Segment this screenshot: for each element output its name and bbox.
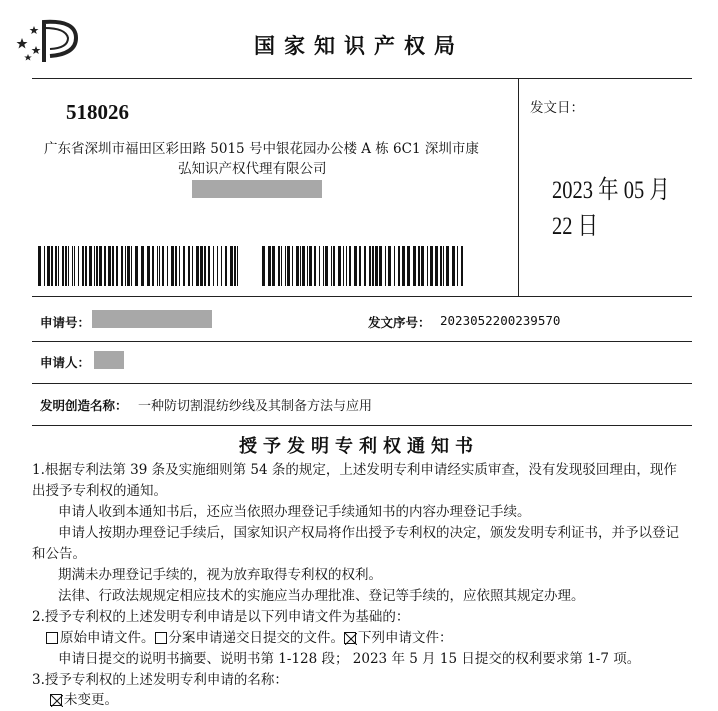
- postcode: 518026: [66, 100, 129, 124]
- section-2-heading: 2.授予专利权的上述发明专利申请是以下列申请文件为基础的：: [32, 609, 410, 625]
- redacted-applicant: [94, 351, 124, 369]
- dispatch-serial-value: 2023052200239570: [440, 313, 561, 328]
- divisional-docs-label: 分案申请递交日提交的文件。: [168, 630, 344, 646]
- rule-1: [32, 296, 692, 297]
- barcode-right: [262, 246, 464, 286]
- paragraph-3a: 申请人按期办理登记手续后，国家知识产权局将作出授予专利权的决定，颁发发明专利证书，并予以登记: [58, 525, 679, 541]
- redacted-recipient: [192, 180, 322, 198]
- address-line-2: 弘知识产权代理有限公司: [178, 161, 327, 177]
- rule-3: [32, 383, 692, 384]
- original-docs-checkbox: [46, 632, 58, 644]
- rule-4: [32, 425, 692, 426]
- address-line-1: 广东省深圳市福田区彩田路 5015 号中银花园办公楼 A 栋 6C1 深圳市康: [44, 141, 479, 157]
- redacted-application-no: [92, 310, 212, 328]
- section-3-heading: 3.授予专利权的上述发明专利申请的名称：: [32, 672, 288, 688]
- following-docs-checkbox: [344, 632, 356, 644]
- dispatch-date-label: 发文日：: [530, 100, 584, 116]
- barcode-left: [38, 246, 240, 286]
- following-docs-label: 下列申请文件：: [358, 630, 453, 646]
- applicant-label: 申请人：: [40, 355, 91, 370]
- paragraph-4: 期满未办理登记手续的，视为放弃取得专利权的权利。: [58, 567, 382, 583]
- rule-2: [32, 341, 692, 342]
- name-options: [50, 690, 118, 710]
- invention-name-label: 发明创造名称：: [40, 398, 128, 413]
- paragraph-5: 法律、行政法规规定相应技术的实施应当办理批准、登记等手续的，应依照其规定办理。: [58, 588, 585, 604]
- notice-title: 授予发明专利权通知书: [239, 436, 479, 457]
- document-options: [46, 628, 453, 648]
- office-name: 国家知识产权局: [254, 33, 464, 58]
- paragraph-1b: 出授予专利权的通知。: [32, 483, 167, 499]
- original-docs-label: 原始申请文件。: [60, 630, 155, 646]
- invention-name-value: 一种防切割混纺纱线及其制备方法与应用: [138, 399, 373, 414]
- dispatch-date: 2023 年 05 月 22 日: [552, 177, 670, 240]
- top-rule: [32, 78, 692, 79]
- application-no-label: 申请号：: [40, 315, 91, 330]
- unchanged-label: 未变更。: [64, 692, 118, 708]
- documents-list: 申请日提交的说明书摘要、说明书第 1-128 段； 2023 年 5 月 15 日提交的权利要求第 1-7 项。: [58, 651, 641, 667]
- paragraph-3b: 和公告。: [32, 546, 86, 562]
- dispatch-serial-label: 发文序号：: [368, 315, 431, 330]
- header-divider: [518, 78, 519, 296]
- unchanged-checkbox: [50, 694, 62, 706]
- divisional-docs-checkbox: [155, 632, 167, 644]
- paragraph-1a: 1.根据专利法第 39 条及实施细则第 54 条的规定，上述发明专利申请经实质审查，没有发现驳回理由，现作: [32, 462, 677, 478]
- paragraph-2: 申请人收到本通知书后，还应当依照办理登记手续通知书的内容办理登记手续。: [58, 504, 531, 520]
